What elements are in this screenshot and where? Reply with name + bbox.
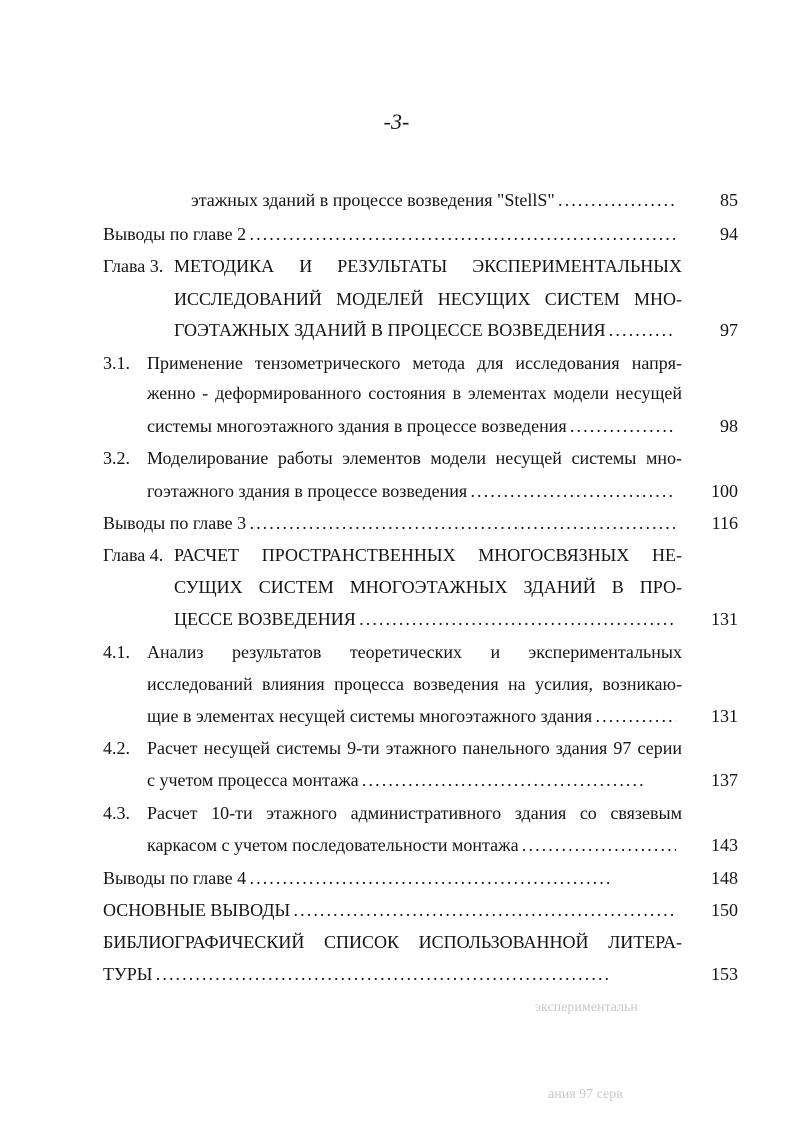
toc-entry-last-line: [0, 833, 793, 857]
toc-entry-text: БИБЛИОГРАФИЧЕСКИЙ СПИСОК ИСПОЛЬЗОВАННОЙ ЛИТЕРА-: [103, 932, 682, 952]
bleed-through-text: экспериментальн: [535, 1000, 638, 1015]
toc-chapter-label: Глава 4.: [103, 545, 164, 565]
bleed-through-text: ания 97 серв: [548, 1087, 623, 1102]
toc-entry-text: каркасом с учетом последовательности монтажа . . .: [147, 833, 676, 857]
toc-entry-text: ИССЛЕДОВАНИЙ МОДЕЛЕЙ НЕСУЩИХ СИСТЕМ МНО-: [174, 289, 682, 309]
toc-entry: [0, 930, 793, 954]
toc-entry-text: МЕТОДИКА И РЕЗУЛЬТАТЫ ЭКСПЕРИМЕНТАЛЬНЫХ: [174, 256, 682, 276]
toc-chapter-heading: [0, 543, 793, 567]
toc-page-number: 150: [711, 900, 738, 920]
toc-entry-last-line: [0, 318, 793, 342]
toc-entry-continuation: [0, 287, 793, 311]
toc-entry-text: Расчет 10-ти этажного административного здания со связевым: [147, 803, 682, 823]
toc-chapter-heading: [0, 254, 793, 278]
toc-page-number: 143: [711, 835, 738, 855]
toc-entry-last-line: [0, 704, 793, 728]
toc-entry-text: этажных зданий в процессе возведения "StellS" . . .: [191, 188, 675, 212]
toc-entry-text: ТУРЫ . . .: [103, 962, 611, 986]
toc-entry: [0, 898, 793, 922]
toc-page-number: 85: [720, 190, 738, 210]
toc-section-number: 3.1.: [103, 353, 130, 373]
page-number: -3-: [383, 109, 410, 134]
toc-section-number: 4.2.: [103, 738, 130, 758]
toc-section-number: 4.1.: [103, 642, 130, 662]
toc-entry-last-line: [0, 962, 793, 986]
toc-section: [0, 801, 793, 825]
toc-page-number: 153: [711, 964, 738, 984]
toc-page-number: 131: [711, 706, 738, 726]
toc-section-number: 4.3.: [103, 803, 130, 823]
toc-entry-text: Применение тензометрического метода для исследования напря-: [147, 353, 682, 373]
toc-entry-text: Выводы по главе 2 . . .: [103, 222, 675, 246]
toc-page-number: 131: [711, 609, 738, 629]
toc-entry-text: гоэтажного здания в процессе возведения . . .: [147, 479, 676, 503]
toc-entry-text: Моделирование работы элементов модели несущей системы мно-: [147, 448, 682, 468]
toc-entry-last-line: [0, 479, 793, 503]
toc-entry: [0, 222, 793, 246]
toc-section-number: 3.2.: [103, 448, 130, 468]
toc-entry-last-line: [0, 414, 793, 438]
toc-entry-text: ЦЕССЕ ВОЗВЕДЕНИЯ . . .: [174, 607, 676, 631]
toc-entry-last-line: [0, 607, 793, 631]
toc-page-number: 137: [711, 770, 738, 790]
toc-entry-text: Анализ результатов теоретических и экспериментальных: [147, 642, 682, 662]
toc-entry-text: ОСНОВНЫЕ ВЫВОДЫ . . .: [103, 898, 675, 922]
toc-chapter-label: Глава 3.: [103, 256, 164, 276]
toc-entry: [0, 188, 793, 212]
toc-page-number: 94: [720, 224, 738, 244]
toc-entry-continuation: [0, 575, 793, 599]
toc-page-number: 116: [711, 513, 738, 533]
toc-section: [0, 351, 793, 375]
toc-entry-text: исследований влияния процесса возведения на усилия, возникаю-: [147, 674, 682, 694]
toc-entry-text: системы многоэтажного здания в процессе возведения . . .: [147, 414, 676, 438]
toc-section: [0, 446, 793, 470]
toc-entry-text: РАСЧЕТ ПРОСТРАНСТВЕННЫХ МНОГОСВЯЗНЫХ НЕ-: [174, 545, 682, 565]
toc-page-number: 97: [720, 320, 738, 340]
toc-entry-text: Выводы по главе 4 . . .: [103, 866, 613, 890]
toc-entry-text: СУЩИХ СИСТЕМ МНОГОЭТАЖНЫХ ЗДАНИЙ В ПРО-: [174, 577, 682, 597]
toc-entry-continuation: [0, 381, 793, 405]
toc-entry-last-line: [0, 768, 793, 792]
toc-entry-text: с учетом процесса монтажа . . .: [147, 768, 643, 792]
toc-section: [0, 736, 793, 760]
toc-entry-text: Расчет несущей системы 9-ти этажного панельного здания 97 серии: [147, 738, 682, 758]
toc-entry-text: женно - деформированного состояния в элементах модели несущей: [147, 383, 682, 403]
toc-page-number: 98: [720, 416, 738, 436]
toc-entry-continuation: [0, 672, 793, 696]
toc-page-number: 100: [711, 481, 738, 501]
toc-entry: [0, 511, 793, 535]
toc-section: [0, 640, 793, 664]
toc-entry: [0, 866, 793, 890]
toc-page-number: 148: [711, 868, 738, 888]
toc-entry-text: щие в элементах несущей системы многоэтажного здания . . .: [147, 704, 676, 728]
toc-entry-text: Выводы по главе 3 . . .: [103, 511, 675, 535]
toc-entry-text: ГОЭТАЖНЫХ ЗДАНИЙ В ПРОЦЕССЕ ВОЗВЕДЕНИЯ . . .: [174, 318, 676, 342]
